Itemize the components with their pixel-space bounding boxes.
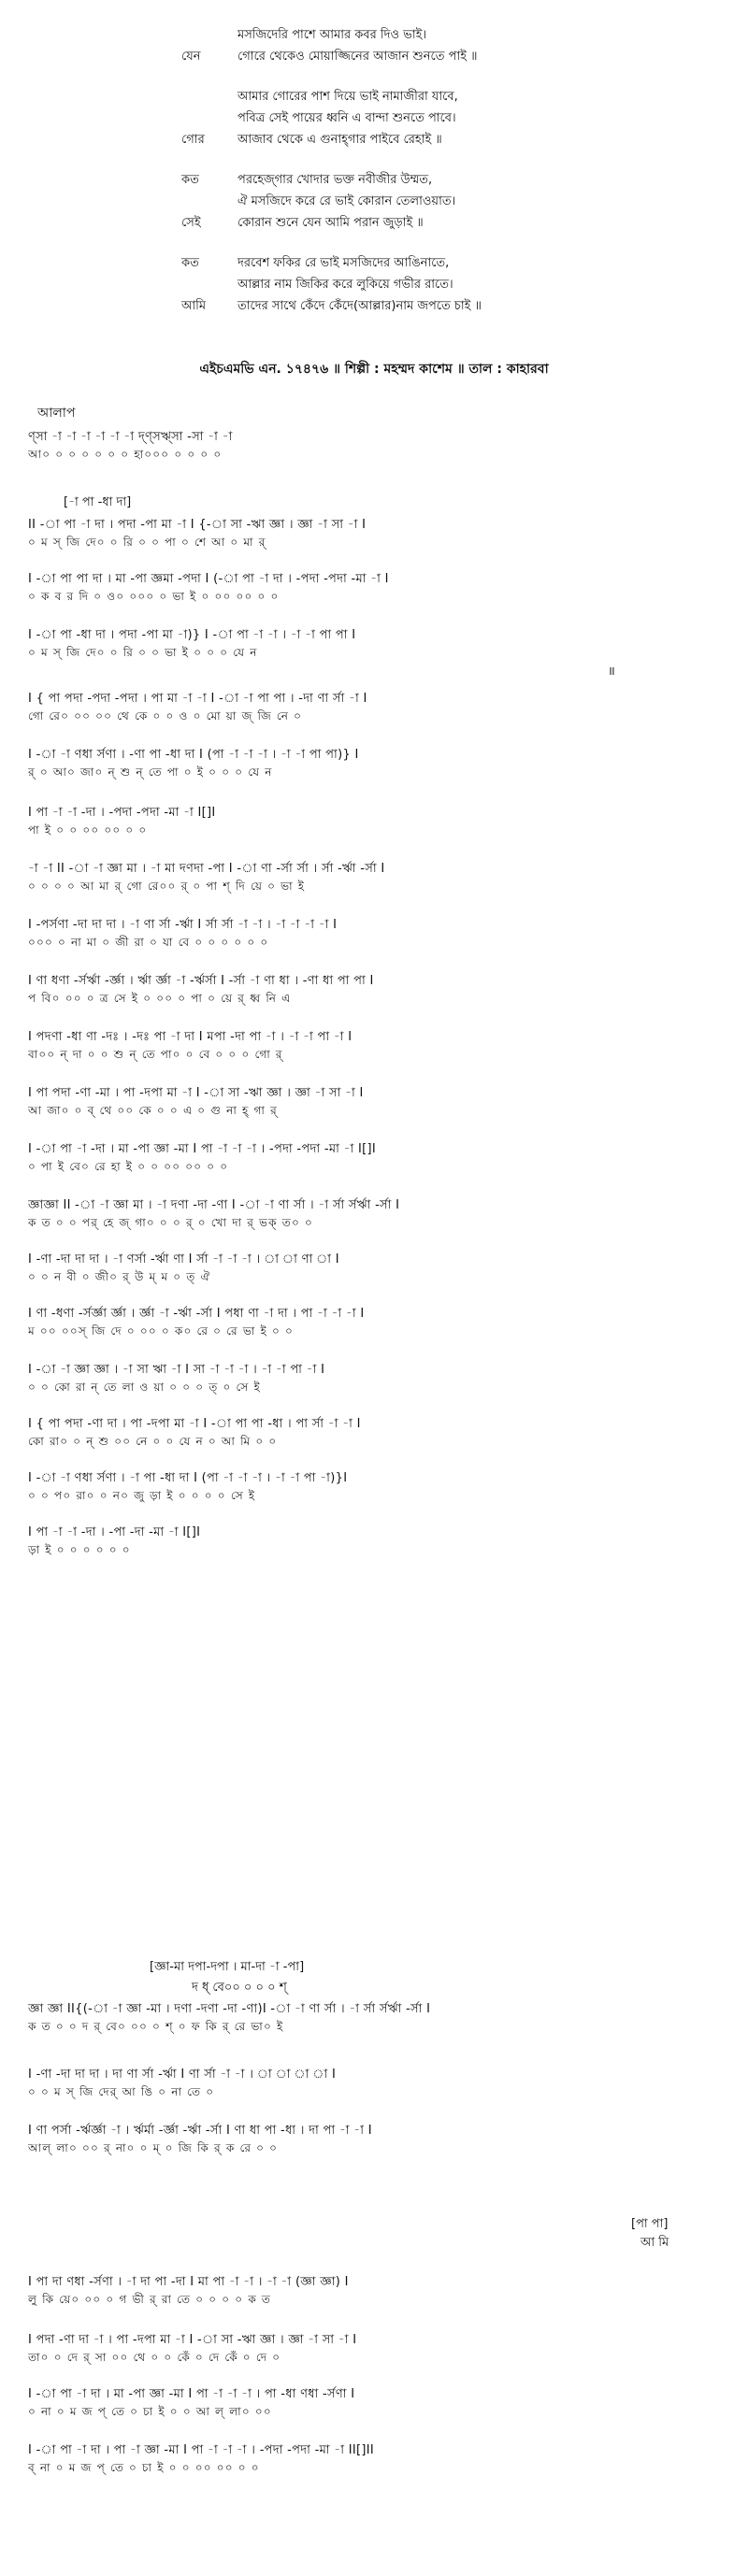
bol-line: ০ ক ব র দি ০ ও০ ০০০ ০ ভা ই ০ ০০ ০০ ০ ০ bbox=[28, 590, 280, 603]
repeat-bracket: [-া পা -ধা দা] bbox=[64, 495, 132, 509]
record-credit: এইচএমভি এন. ১৭৪৭৬ ॥ শিল্পী : মহম্মদ কাশেম ॥ তাল : কাহারবা bbox=[199, 362, 549, 377]
swara-line: I ণা -ধণা -র্সর্জ্ঞা র্জ্ঞা । র্জ্ঞা -া -র্ঋা -র্সা I পধা ণা -া দা । পা -া -া -া I bbox=[28, 1307, 365, 1321]
lyric-line bbox=[237, 109, 456, 129]
swara-line: I -া -া ণধা র্সণা । -ণা পা -ধা দা I (পা -া -া -া । -া -া পা পা)} I bbox=[28, 748, 359, 762]
repeat-bracket: [পা পা] bbox=[631, 2217, 669, 2231]
notation-row bbox=[28, 2273, 734, 2314]
lyric-line bbox=[181, 297, 482, 317]
notation-row bbox=[28, 516, 734, 557]
notation-row bbox=[28, 1251, 734, 1292]
bol-line: বা০০ ন্ দা ০ ০ শু ন্ তে পা০ ০ বে ০ ০ ০ গো র্ bbox=[28, 1048, 283, 1061]
swara-line: I { পা পদা -ণা দা । পা -দপা মা -া I -া পা পা -ধা । পা র্সা -া -া I bbox=[28, 1417, 361, 1431]
swara-line: I পা -া -া -দা । -পা -দা -মা -া I[]I bbox=[28, 1525, 201, 1539]
notation-row bbox=[28, 1028, 734, 1069]
notation-row bbox=[28, 1305, 734, 1346]
swara-line: I -া পা -ধা দা । পদা -পা মা -া)} I -া পা -া -া । -া -া পা পা I bbox=[28, 628, 356, 642]
bol-line: ড়া ই ০ ০ ০ ০ ০ ০ bbox=[28, 1543, 131, 1556]
notation-row bbox=[28, 1361, 734, 1402]
swara-line: I -া পা পা দা । মা -পা জ্ঞমা -পদা I (-া পা -া দা । -পদা -পদা -মা -া I bbox=[28, 572, 389, 586]
lyric-text: গোরে থেকেও মোয়াজ্জিনের আজান শুনতে পাই ॥ bbox=[237, 50, 478, 64]
swara-line: I ণা পর্সা -র্ঋর্জ্ঞা -া । র্ঋর্মা -র্জ্ঞা -র্ঋা -র্সা I ণা ধা পা -ধা । দা পা -া -া I bbox=[28, 2124, 372, 2138]
notation-row bbox=[28, 1140, 734, 1181]
lyric-cue: সেই bbox=[181, 216, 201, 230]
bol-line: ম ০০ ০০স্ জি দে ০ ০০ ০ ক০ রে ০ রে ভা ই ০ ০ bbox=[28, 1324, 294, 1338]
alap-heading: আলাপ bbox=[37, 406, 76, 421]
lyric-line bbox=[181, 171, 433, 191]
swara-line: II -া পা -া দা । পদা -পা মা -া I {-া সা -ঋা জ্ঞা । জ্ঞা -া সা -া I bbox=[28, 518, 367, 532]
lyric-line bbox=[181, 131, 442, 150]
bol-line: ০ ম স্ জি দে০ ০ রি ০ ০ পা ০ শে আ ০ মা র্ bbox=[28, 536, 266, 549]
lyric-line bbox=[181, 214, 424, 234]
notation-row bbox=[28, 972, 734, 1013]
swara-line: I ণা ধণা -র্সর্ঋা -র্জ্ঞা । র্ঋা র্জ্ঞা -া -র্ঋর্সা I -র্সা -া ণা ধা । -ণা ধা পা পা I bbox=[28, 974, 374, 988]
swara-line: I পা পদা -ণা -মা । পা -দপা মা -া I -া সা -ঋা জ্ঞা । জ্ঞা -া সা -া I bbox=[28, 1086, 364, 1100]
notation-row bbox=[28, 1084, 734, 1125]
repeat-bracket: [জ্ঞা-মা দপা-দপা । মা-দা -া -পা] bbox=[150, 1960, 305, 1974]
bol-line: ক ত ০ ০ পর্ হে জ্ গা০ ০ ০ র্ ০ খো দা র্ ভক্ ত০ ০ bbox=[28, 1216, 314, 1229]
lyric-line bbox=[237, 26, 426, 46]
swara-line: I -া -া ণধা র্সণা । -া পা -ধা দা I (পা -া -া -া । -া -া পা -া)}I bbox=[28, 1471, 348, 1485]
lyric-text: দরবেশ ফকির রে ভাই মসজিদের আঙিনাতে, bbox=[237, 256, 450, 270]
notation-row bbox=[28, 2066, 734, 2107]
notation-row bbox=[28, 626, 734, 667]
lyric-cue: আমি bbox=[181, 299, 207, 313]
bol-line: ০ ম স্ জি দে০ ০ রি ০ ০ ভা ই ০ ০ ০ যে ন bbox=[28, 646, 258, 659]
notation-row bbox=[28, 746, 734, 787]
bol-line: ০ ০ প০ রা০ ০ ন০ জু ড়া ই ০ ০ ০ ০ সে ই bbox=[28, 1489, 256, 1502]
swara-line: I পদা -ণা দা -া । পা -দপা মা -া I -া সা -ঋা জ্ঞা । জ্ঞা -া সা -া I bbox=[28, 2333, 357, 2347]
lyric-text: ঐ মসজিদে করে রে ভাই কোরান তেলাওয়াত। bbox=[237, 194, 456, 208]
notation-row bbox=[28, 2331, 734, 2372]
lyric-line bbox=[237, 193, 455, 212]
bol-line: প বি০ ০০ ০ ত্র সে ই ০ ০০ ০ পা ০ য়ে র্ ধ্ব নি এ bbox=[28, 992, 292, 1005]
swara-line: I -ণা -দা দা দা । দা ণা র্সা -র্ঋা I ণা র্সা -া -া । া া া া I bbox=[28, 2068, 337, 2082]
lyric-text: পবিত্র সেই পায়ের ধ্বনি এ বান্দা শুনতে পাবে। bbox=[237, 111, 456, 125]
swara-line: I -া পা -া দা । পা -া জ্ঞা -মা I পা -া -া -া । -পদা -পদা -মা -া II[]II bbox=[28, 2443, 375, 2457]
lyric-text: পরহেজ্‌গার খোদার ভক্ত নবীজীর উম্মত, bbox=[237, 173, 433, 187]
notation-row bbox=[28, 1469, 734, 1510]
swara-line: ণ্সা -া -া -া -া -া -া দ্ণ্সঋ্সা -সা -া -া bbox=[28, 430, 233, 444]
swara-line: জ্ঞাজ্ঞা II -া -া জ্ঞা মা । -া দণা -দা -ণা I -া -া ণা র্সা । -া র্সা র্সর্ঋা -র্সা I bbox=[28, 1198, 400, 1212]
lyric-cue: যেন bbox=[181, 50, 201, 64]
lyric-text: আমার গোরের পাশ দিয়ে ভাই নামাজীরা যাবে, bbox=[237, 90, 458, 104]
lyric-line bbox=[237, 88, 458, 107]
lyric-line bbox=[237, 276, 453, 295]
notation-row bbox=[28, 1196, 734, 1238]
notation-row bbox=[28, 804, 734, 845]
lyric-text: তাদের সাথে কেঁদে কেঁদে(আল্লার)নাম জপতে চাই ॥ bbox=[237, 299, 482, 313]
notation-row bbox=[28, 2385, 734, 2426]
bol-line: ০ পা ই বে০ রে হা ই ০ ০ ০০ ০০ ০ ০ bbox=[28, 1160, 229, 1173]
bol-line: র্ ০ আ০ জা০ ন্ শু ন্ তে পা ০ ই ০ ০ ০ যে ন bbox=[28, 766, 273, 779]
swara-line: I পা দা ণধা -র্সণা । -া দা পা -দা I মা পা -া -া । -া -া (জ্ঞা জ্ঞা) I bbox=[28, 2275, 349, 2289]
swara-line: I -া পা -া দা । মা -পা জ্ঞা -মা I পা -া -া -া । পা -ধা ণধা -র্সণা I bbox=[28, 2387, 355, 2401]
swara-line: জ্ঞা জ্ঞা II{(-া -া জ্ঞা -মা । দণা -দণা -দা -ণা)I -া -া ণা র্সা । -া র্সা র্সর্ঋা -র্সা I bbox=[28, 2002, 431, 2016]
bracket-bol: আ মি bbox=[640, 2236, 669, 2250]
notation-row bbox=[28, 860, 734, 901]
bol-line: আ জা০ ০ ব্ থে ০০ কে ০ ০ এ ০ গু না হ্ গা র্ bbox=[28, 1104, 278, 1117]
notation-row bbox=[28, 2441, 734, 2483]
notation-row bbox=[28, 428, 734, 469]
swara-line: I -ণা -দা দা দা । -া ণর্সা -র্ঋা ণা I র্সা -া -া -া । া া ণা া I bbox=[28, 1252, 339, 1267]
notation-row bbox=[28, 2122, 734, 2163]
lyric-text: আল্লার নাম জিকির করে লুকিয়ে গভীর রাতে। bbox=[237, 278, 453, 292]
notation-row bbox=[28, 2000, 734, 2041]
bol-line: তা০ ০ দে র্ সা ০০ থে ০ ০ কেঁ ০ দে কেঁ ০ দে ০ bbox=[28, 2351, 281, 2364]
lyric-cue: কত bbox=[181, 256, 199, 270]
swara-line: I -া -া জ্ঞা জ্ঞা । -া সা ঋা -া I সা -া -া -া । -া -া পা -া I bbox=[28, 1363, 325, 1377]
bol-line: ০ ০ ০ ০ আ মা র্ গো রে০০ র্ ০ পা শ্ দি য়ে ০ ভা ই bbox=[28, 880, 306, 893]
bol-line: গো রে০ ০০ ০০ থে কে ০ ০ ও ০ মো য়া জ্ জি নে ০ bbox=[28, 709, 303, 723]
notation-row bbox=[28, 916, 734, 957]
bol-line: ব্ না ০ ম জ প্ তে ০ চা ই ০ ০ ০০ ০০ ০ ০ bbox=[28, 2461, 260, 2474]
bol-line: ০০০ ০ না মা ০ জী রা ০ যা বে ০ ০ ০ ০ ০ ০ bbox=[28, 936, 269, 949]
lyric-text: আজাব থেকে এ গুনাহ্‌গার পাইবে রেহাই ॥ bbox=[237, 133, 442, 147]
notation-row bbox=[28, 690, 734, 731]
lyric-line bbox=[181, 48, 478, 67]
bol-line: পা ই ০ ০ ০০ ০০ ০ ০ bbox=[28, 823, 148, 837]
bol-line: লু কি য়ে০ ০০ ০ গ ভী র্ রা তে ০ ০ ০ ০ ক ত bbox=[28, 2293, 272, 2306]
lyric-text: কোরান শুনে যেন আমি পরান জুড়াই ॥ bbox=[237, 216, 424, 230]
bol-line: ০ না ০ ম জ প্ তে ০ চা ই ০ ০ আ ল্ লা০ ০০ bbox=[28, 2405, 272, 2418]
bol-line: ০ ০ ম স্ জি দের্ আ ঙি ০ না তে ০ bbox=[28, 2085, 215, 2098]
bol-line: আল্ লা০ ০০ র্ না০ ০ ম্ ০ জি কি র্ ক রে ০ ০ bbox=[28, 2141, 279, 2154]
swara-line: I পা -া -া -দা । -পদা -পদা -মা -া I[]I bbox=[28, 806, 216, 820]
swara-line: I -পর্সণা -দা দা দা । -া ণা র্সা -র্ঋা I র্সা র্সা -া -া । -া -া -া -া I bbox=[28, 918, 338, 932]
swara-line: I -া পা -া -দা । মা -পা জ্ঞা -মা I পা -া -া -া । -পদা -পদা -মা -া I[]I bbox=[28, 1142, 377, 1156]
bol-line: ০ ০ ন বী ০ জী০ র্ উ ম্ ম ০ ত্ ঐ bbox=[28, 1270, 211, 1283]
swara-line: -া -া II -া -া জ্ঞা মা । -া মা দণদা -পা I -া ণা -র্সা র্সা । র্সা -র্ঋা -র্সা I bbox=[28, 862, 385, 876]
swara-line: I { পা পদা -পদা -পদা । পা মা -া -া I -া -া পা পা । -দা ণা র্সা -া I bbox=[28, 692, 367, 706]
lyric-cue: গোর bbox=[181, 133, 205, 147]
bol-line: ০ ০ কো রা ন্ তে লা ও য়া ০ ০ ০ ত্ ০ সে ই bbox=[28, 1381, 261, 1394]
lyric-text: মসজিদেরি পাশে আমার কবর দিও ভাই। bbox=[237, 28, 427, 42]
bol-line: কো রা০ ০ ন্ শু ০০ নে ০ ০ যে ন ০ আ মি ০ ০ bbox=[28, 1435, 278, 1448]
bracket-bol: দ ধ্ বে০০ ০ ০ ০ শ্ bbox=[192, 1981, 287, 1995]
notation-row bbox=[28, 1415, 734, 1456]
swara-line: I পদণা -ধা ণা -দঃ । -দঃ পা -া দা I মপা -দা পা -া । -া -া পা -া I bbox=[28, 1030, 352, 1044]
section-mark: ॥ bbox=[608, 665, 615, 679]
lyric-line bbox=[181, 254, 450, 274]
bol-line: আ০ ০ ০ ০ ০ ০ ০ হা০০০ ০ ০ ০ ০ bbox=[28, 448, 223, 461]
bol-line: ক ত ০ ০ দ র্ বে০ ০০ ০ শ্ ০ ফ কি র্ রে ভা০ ই bbox=[28, 2020, 284, 2033]
notation-row bbox=[28, 1524, 734, 1565]
lyric-cue: কত bbox=[181, 173, 199, 187]
notation-row bbox=[28, 570, 734, 611]
